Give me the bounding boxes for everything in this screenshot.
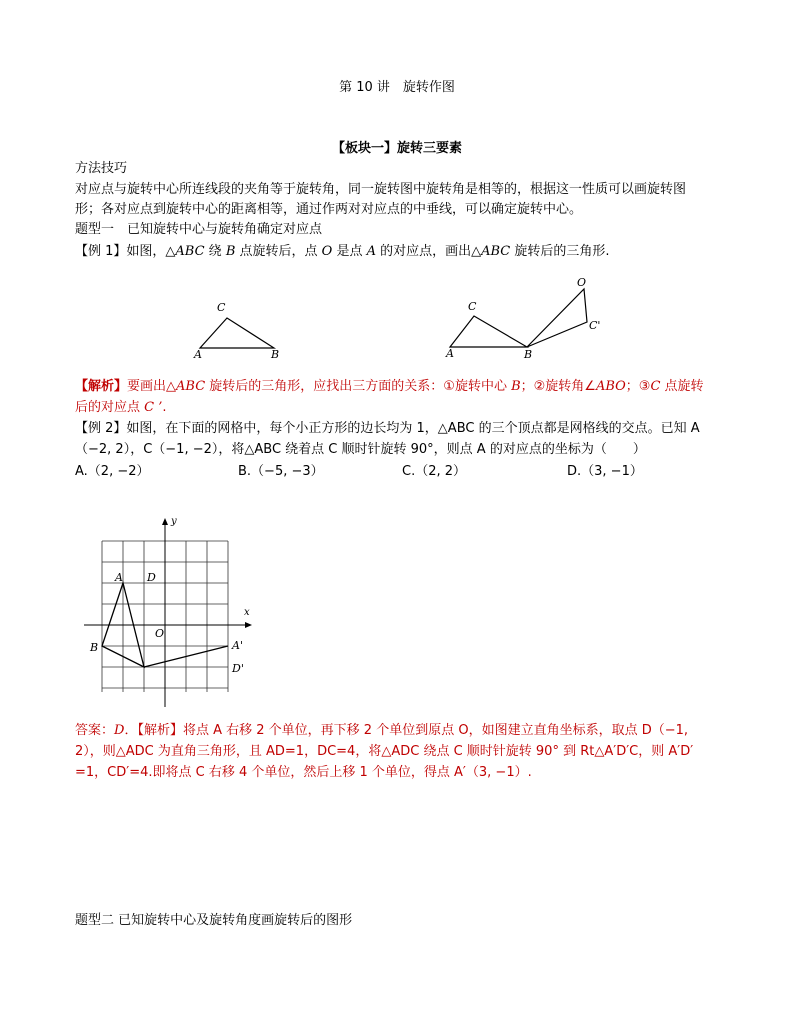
label-b: B <box>271 348 280 361</box>
triangle-abc-original <box>450 316 527 347</box>
analysis1-t5: 点旋转 <box>660 379 704 394</box>
answer-line3: =1，CD′=4.即将点 C 右移 4 个单位，然后上移 1 个单位，得点 A′（3, −1）. <box>75 765 532 780</box>
method-heading: 方法技巧 <box>75 161 128 176</box>
ex1-abc2: ABC <box>481 244 511 259</box>
grid-label-d-prime: D' <box>232 662 244 675</box>
label-a: A <box>194 348 202 361</box>
label-c: C <box>217 301 226 314</box>
page-title: 第 10 讲 旋转作图 <box>339 80 455 95</box>
ex1-a: A <box>366 244 376 259</box>
ex1-t4: 是点 <box>332 244 367 259</box>
triangle-rotated <box>527 289 587 347</box>
example2-tag: 【例 2】 <box>75 421 127 436</box>
ex1-o: O <box>321 244 333 259</box>
analysis1-t2: 旋转后的三角形，应找出三方面的关系：①旋转中心 <box>205 379 512 394</box>
option-d: D.（3, −1） <box>567 464 643 479</box>
method-text-line1: 对应点与旋转中心所连线段的夹角等于旋转角，同一旋转图中旋转角是相等的，根据这一性质可以画旋转图 <box>75 182 687 197</box>
ex1-t5: 的对应点，画出△ <box>375 244 482 259</box>
example1-analysis-line1 <box>75 378 704 396</box>
example2-line2: （−2, 2），C（−1, −2），将△ABC 绕着点 C 顺时针旋转 90°，则点 A 的对应点的坐标为（ ） <box>75 442 646 457</box>
example1-tag: 【例 1】 <box>75 244 127 259</box>
grid-label-b: B <box>90 641 99 654</box>
grid-label-x: x <box>244 607 250 618</box>
analysis1-tag: 【解析】 <box>75 379 128 394</box>
label-o: O <box>577 276 587 289</box>
option-b: B.（−5, −3） <box>238 464 324 479</box>
figure-rotation <box>440 272 610 364</box>
grid-label-d: D <box>147 571 156 584</box>
answer-line2: 2），则△ADC 为直角三角形，且 AD=1，DC=4，将△ADC 绕点 C 顺时针旋转 90° 到 Rt△A′D′C，则 A′D′ <box>75 744 694 759</box>
triangle-abc <box>200 318 274 348</box>
x-axis-arrow <box>245 622 252 628</box>
answer-t2: ．【解析】 <box>124 723 183 738</box>
ex1-t1: 如图，△ <box>126 244 176 259</box>
figure-grid <box>80 512 260 712</box>
ex1-b: B <box>225 244 236 259</box>
answer-line1-text: 将点 A 右移 2 个单位，再下移 2 个单位到原点 O，如图建立直角坐标系，取点 D（−1, <box>182 723 689 738</box>
y-axis-arrow <box>162 518 168 525</box>
ex1-t2: 绕 <box>204 244 226 259</box>
grid-label-y: y <box>171 516 177 527</box>
label-c-prime: C' <box>589 319 601 332</box>
grid-label-o: O <box>155 627 165 640</box>
example2-text1: 如图，在下面的网格中，每个小正方形的边长均为 1，△ABC 的三个顶点都是网格线的交点。已知 A <box>126 421 700 436</box>
option-a: A.（2, −2） <box>75 464 150 479</box>
analysis1-t3: ；②旋转角∠ <box>520 379 596 394</box>
analysis1-abc: ABC <box>176 379 206 394</box>
ex1-t6: 旋转后的三角形. <box>510 244 610 259</box>
ex1-t3: 点旋转后，点 <box>235 244 322 259</box>
analysis1-line2: 后的对应点 <box>75 400 145 415</box>
method-text-line2: 形；各对应点到旋转中心的距离相等，通过作两对对应点的中垂线，可以确定旋转中心。 <box>75 202 583 217</box>
option-c: C.（2, 2） <box>402 464 467 479</box>
type1-heading: 题型一 已知旋转中心与旋转角确定对应点 <box>75 222 323 237</box>
analysis1-c: C <box>650 379 661 394</box>
analysis1-b: B <box>511 379 521 394</box>
example2-line1 <box>75 420 700 438</box>
label-b2: B <box>524 348 533 361</box>
grid-label-a: A <box>115 571 123 584</box>
label-c2: C <box>468 300 477 313</box>
section-heading: 【板块一】旋转三要素 <box>331 141 462 156</box>
analysis1-abo: ABO <box>595 379 626 394</box>
label-a2: A <box>446 347 454 360</box>
example1-analysis-line2 <box>75 399 167 417</box>
answer-t1: 答案： <box>75 723 115 738</box>
figure-triangle-abc <box>190 296 290 362</box>
example1-text <box>75 243 610 261</box>
analysis1-cp: C ’ <box>144 400 163 415</box>
answer-d: D <box>114 723 125 738</box>
grid-label-a-prime: A' <box>232 639 243 652</box>
analysis1-t1: 要画出△ <box>127 379 177 394</box>
analysis1-t6: . <box>162 400 167 415</box>
analysis1-t4: ；③ <box>625 379 651 394</box>
ex1-abc1: ABC <box>175 244 205 259</box>
answer-line1 <box>75 722 688 740</box>
type2-heading: 题型二 已知旋转中心及旋转角度画旋转后的图形 <box>75 913 353 928</box>
